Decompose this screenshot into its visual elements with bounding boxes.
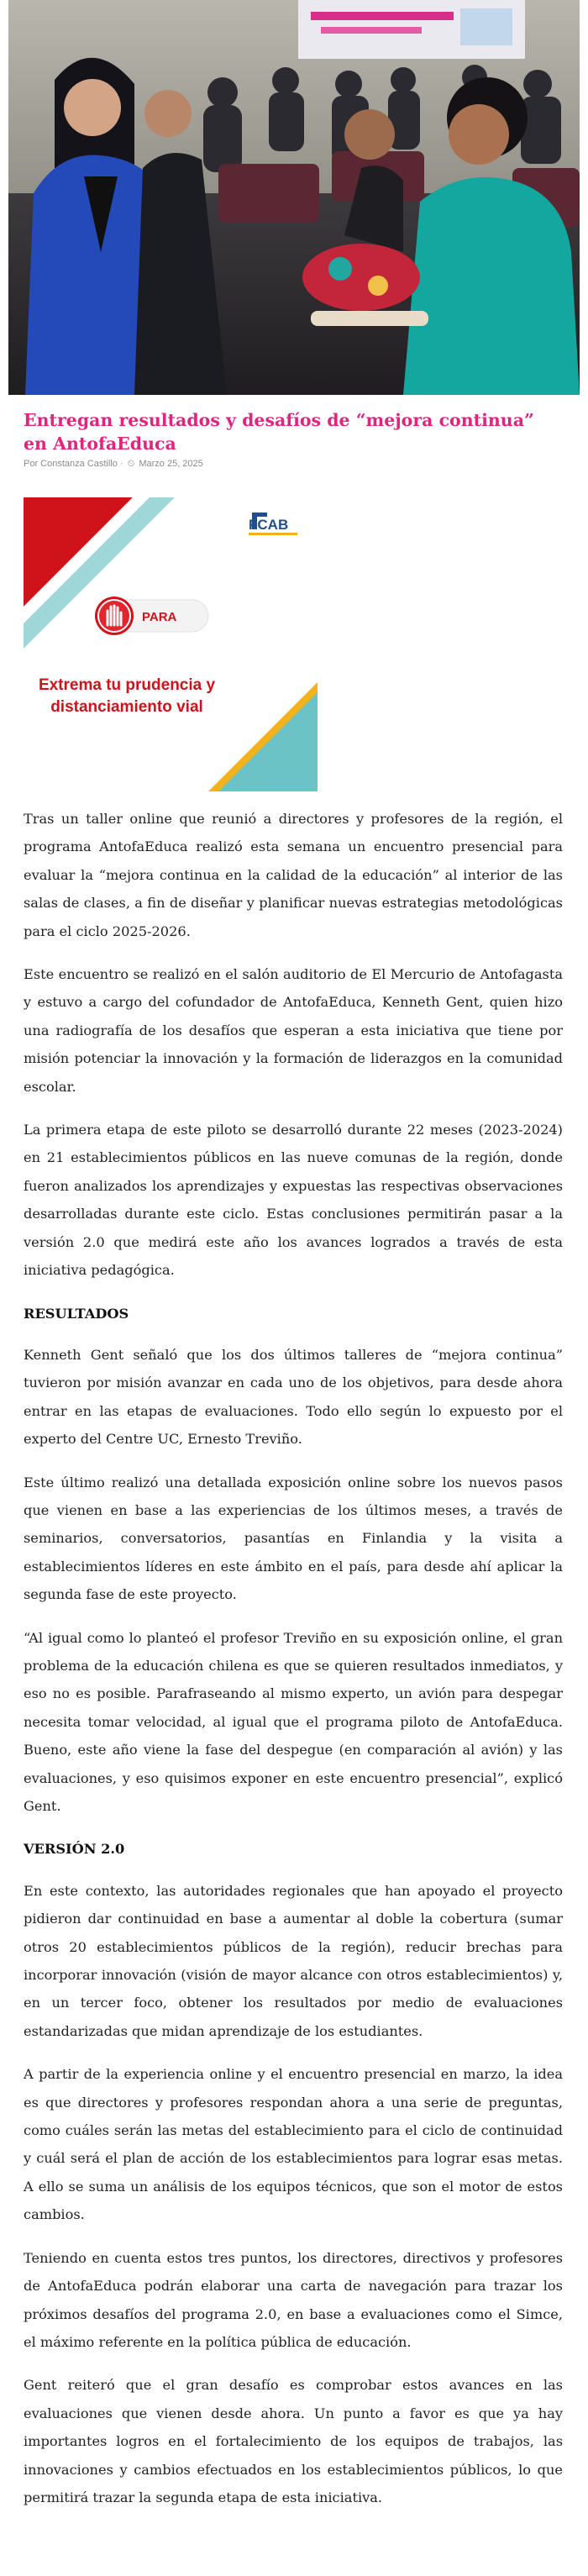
ad-slogan-line-2: distanciamiento vial <box>50 698 203 716</box>
hero-photo <box>8 0 580 395</box>
article-date: Marzo 25, 2025 <box>139 459 203 469</box>
paragraph: Gent reiteró que el gran desafío es comprobar estos avances en las evaluaciones que vienen desde ahora. Un punto a favor es que ya hay importantes logros en el fortalecimiento de los equipos de trabajos, las innovaciones y cambios efectuados en los establecimientos públicos, lo que permitirá trazar la segunda etapa de esta iniciativa. <box>24 2377 563 2505</box>
section-heading-version-2: VERSIÓN 2.0 <box>24 1841 125 1858</box>
article-byline[interactable]: Por Constanza Castillo <box>24 459 118 469</box>
fcab-logo <box>249 513 297 535</box>
ad-slogan-line-1: Extrema tu prudencia y <box>38 676 216 694</box>
paragraph: “Al igual como lo planteó el profesor Treviño en su exposición online, el gran problema de la educación chilena es que se quieren resultados inmediatos, y eso no es posible. Parafraseando al mismo experto, un avión para despegar necesita tomar velocidad, al igual que el programa piloto de AntofaEduca. Bueno, este año viene la fase del despegue (en comparación al avión) y las evaluaciones, y eso quisimos exponer en este encuentro presencial”, explicó Gent. <box>24 1629 563 1814</box>
meta-separator: · <box>119 459 126 469</box>
ad-teal-triangle <box>218 692 318 791</box>
paragraph: A partir de la experiencia online y el encuentro presencial en marzo, la idea es que directores y profesores respondan ahora a una serie de preguntas, como cuáles serán las metas del establecimiento para el ciclo de continuidad y cuál será el plan de acción de los establecimientos para lograr esas metas. A ello se suma un análisis de los equipos técnicos, que son el motor de estos cambios. <box>24 2066 563 2223</box>
ad-graphic <box>24 497 318 791</box>
clock-icon: ⏲ <box>127 459 135 469</box>
paragraph: La primera etapa de este piloto se desarrolló durante 22 meses (2023-2024) en 21 establecimientos públicos en las nueve comunas de la región, donde fueron analizados los aprendizajes y expuestas las respectivas observaciones desarrolladas durante este ciclo. Estas conclusiones permitirán pasar a la versión 2.0 que medirá este año los avances logrados a través de esta iniciativa pedagógica. <box>24 1122 563 1279</box>
hero-photo-illustration <box>8 0 580 395</box>
stop-sign-label: PARA <box>142 610 177 624</box>
stop-hand-sign <box>95 597 208 635</box>
paragraph: Este último realizó una detallada exposición online sobre los nuevos pasos que vienen en base a las experiencias de los últimos meses, a través de seminarios, conversatorios, pasantías en Finlandia y la visita a establecimientos líderes en este ámbito en el país, para desde ahí aplicar la segunda fase de este proyecto. <box>24 1474 563 1603</box>
section-heading-resultados: RESULTADOS <box>24 1305 129 1322</box>
article-title: Entregan resultados y desafíos de “mejora continua” en AntofaEduca <box>24 410 534 454</box>
paragraph: Tras un taller online que reunió a directores y profesores de la región, el programa AntofaEduca realizó esta semana un encuentro presencial para evaluar la “mejora continua en la calidad de la educación” al interior de las salas de clases, a fin de diseñar y planificar nuevas estrategias metodológicas para el ciclo 2025-2026. <box>24 811 563 939</box>
article-meta <box>24 459 203 470</box>
fcab-logo-text: FCAB <box>249 517 289 533</box>
paragraph: Kenneth Gent señaló que los dos últimos talleres de “mejora continua” tuvieron por misión avanzar en cada uno de los objetivos, para desde ahora entrar en las etapas de evaluaciones. Todo ello según lo expuesto por el experto del Centre UC, Ernesto Treviño. <box>24 1346 563 1448</box>
paragraph: En este contexto, las autoridades regionales que han apoyado el proyecto pidieron dar continuidad en base a aumentar al doble la cobertura (sumar otros 20 establecimientos públicos de la región), reducir brechas para incorporar innovación (visión de mayor alcance con otros establecimientos) y, en un tercer foco, obtener los resultados por medio de evaluaciones estandarizadas que midan aprendizaje de los estudiantes. <box>24 1882 563 2039</box>
paragraph: Este encuentro se realizó en el salón auditorio de El Mercurio de Antofagasta y estuvo a cargo del cofundador de AntofaEduca, Kenneth Gent, quien hizo una radiografía de los desafíos que esperan a esta iniciativa que tiene por misión potenciar la innovación y la formación de liderazgos en la comunidad escolar. <box>24 966 563 1095</box>
paragraph: Teniendo en cuenta estos tres puntos, los directores, directivos y profesores de AntofaEduca podrán elaborar una carta de navegación para trazar los próximos desafíos del programa 2.0, en base a evaluaciones como el Simce, el máximo referente en la política pública de educación. <box>24 2249 563 2350</box>
fcab-advertisement[interactable] <box>24 497 318 791</box>
article-body <box>24 805 563 2526</box>
